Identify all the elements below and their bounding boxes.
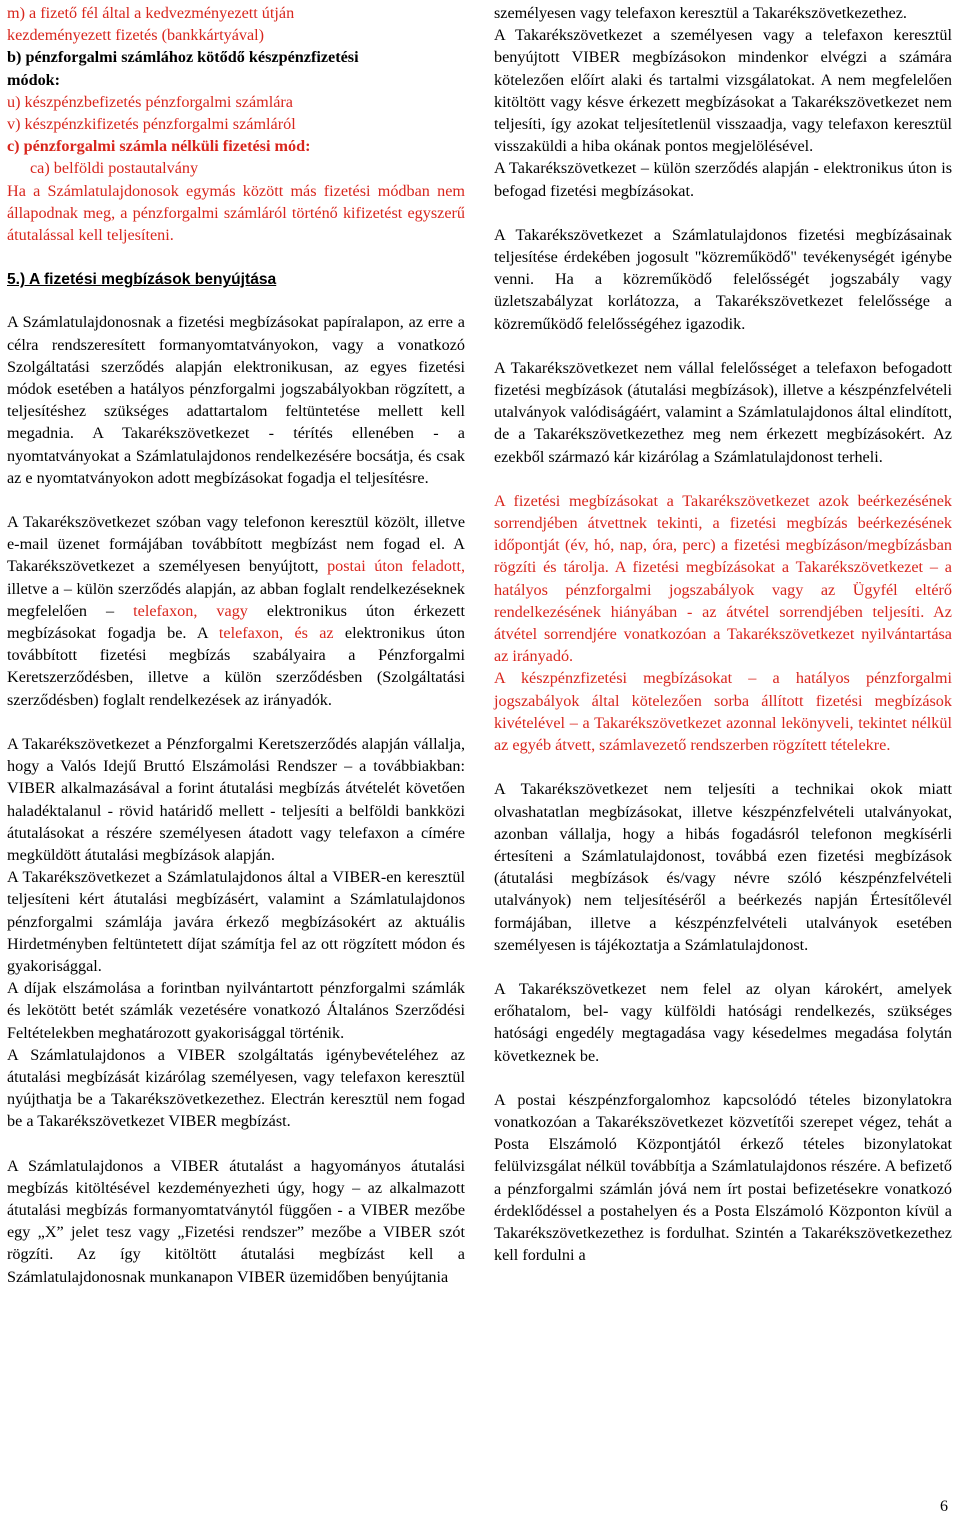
paragraph: személyesen vagy telefaxon keresztül a Takarékszövetkezethez. <box>494 4 907 22</box>
list-line: b) pénzforgalmi számlához kötődő készpénzfizetési <box>7 48 359 67</box>
right-column <box>494 2 952 1266</box>
section-heading: 5.) A fizetési megbízások benyújtása <box>7 271 277 289</box>
payment-method-list <box>7 2 465 180</box>
paragraph: A Takarékszövetkezet a Számlatulajdonos fizetési megbízásainak teljesítése érdekében jogosult "közreműködő" tevékenységét igénybe venni. Ha a közreműködő felelősségét jogszabály vagy üzletszabályzat korlátozza, a Takarékszövetkezet felelőssége a közreműködő felelősségéhez igazodik. <box>494 225 952 333</box>
text-run: illetve a – külön szerződés alapján, az abban foglalt rendelkezéseknek megfelelően – <box>7 579 465 620</box>
text-run: A Takarékszövetkezet - térítés ellenében - a nyomtatványokat a Számlatulajdonos rendelkezésére bocsátja, és csak az e nyomtatványokon adott megbízásokat fogadja el teljesítésre. <box>7 424 465 487</box>
list-line: m) a fizető fél által a kedvezményezett útján <box>7 4 295 22</box>
text-run: elektronikus úton érkezett megbízásokat fogadja be. A <box>7 601 465 643</box>
paragraph: A Takarékszövetkezet a személyesen vagy a telefaxon keresztül benyújtott VIBER megbízásokon mindenkor elvégzi a számára kötelezően előírt alaki és tartalmi vizsgálatokat. A nem megfelelően kitöltött vagy késve érkezett megbízásokat a Takarékszövetkezet nem teljesíti, így azokat teljesítetlenül visszaadja, vagy telefaxon keresztül visszaküldi a hiba okának pontos megjelölésével. <box>494 26 952 156</box>
paragraph: A Számlatulajdonos a VIBER szolgáltatás igénybevételéhez az átutalási megbízását kizárólag személyesen, vagy telefaxon keresztül nyújthatja be a Takarékszövetkezethez. Electrán keresztül nem fogad be a Takarékszövetkezet VIBER megbízást. <box>7 1045 465 1131</box>
text-run: elektronikus úton továbbított fizetési megbízás szabályaira a Pénzforgalmi Keretszerződésben, illetve a külön szerződésben (Szolgáltatási szerződésben) foglalt rendelkezések az irányadók. <box>7 624 465 709</box>
paragraph: A Takarékszövetkezet – külön szerződés alapján - elektronikus úton is befogad fizetési megbízásokat. <box>494 159 952 200</box>
intro-paragraph: Ha a Számlatulajdonosok egymás között más fizetési módban nem állapodnak meg, a pénzforgalmi számláról történő kifizetést egyszerű átutalással kell teljesíteni. <box>7 181 465 245</box>
page-number: 6 <box>940 1498 948 1515</box>
list-line: c) pénzforgalmi számla nélküli fizetési mód: <box>7 137 311 156</box>
paragraph <box>7 311 465 489</box>
text-run: A Számlatulajdonosnak a fizetési megbízásokat papíralapon, az erre a célra rendszeresített formanyomtatványokon, vagy a vonatkozó Szolgáltatási szerződés alapján elektronikusan, az egyes fizetési módok esetében a hatályos pénzforgalmi jogszabályokban rögzített, a teljesítéshez szükséges adattartalom feltüntetése mellett kell megadnia. <box>7 313 465 443</box>
paragraph: A postai készpénzforgalomhoz kapcsolódó tételes bizonylatokra vonatkozóan a Takarékszövetkezet közvetítői szerepet végez, tehát a Posta Elszámoló Központjától érkező tételes bizonylatokat felülvizsgálat nélkül továbbítja a Számlatulajdonos részére. A befizető a pénzforgalmi számlán jóvá nem írt postai befizetésekre vonatkozó érdeklődéssel a postahelyen és a Posta Elszámoló Központon kívül a Takarékszövetkezethez is fordulhat. Szintén a Takarékszövetkezethez kell fordulni a <box>494 1090 952 1265</box>
paragraph: A Takarékszövetkezet nem teljesíti a technikai okok miatt olvashatatlan megbízásokat, illetve készpénzfelvételi utalványokat, azonban vállalja, hogy a hibás fogadásról telefonon megkísérli értesíteni a Számlatulajdonost, továbbá ezen fizetési megbízások (átutalási megbízások és/vagy névre szóló készpénzfelvételi utalványok) nem teljesítéséről a beérkezés napján Értesítőlevél formájában, illetve a készpénzfelvételi utalványok esetében személyesen is tájékoztatja a Számlatulajdonost. <box>494 780 952 954</box>
list-line: v) készpénzkifizetés pénzforgalmi számláról <box>7 115 296 134</box>
paragraph: A fizetési megbízásokat a Takarékszövetkezet azok beérkezésének sorrendjében átvettnek tekinti, a fizetési megbízás beérkezésének időpontját (év, hó, nap, óra, perc) a fizetési megbízáson/megbízásban rögzíti és tárolja. A fizetési megbízásokat a Takarékszövetkezet – a hatályos pénzforgalmi jogszabályok vagy az Ügyfél eltérő rendelkezésének hiányában - az átvétel sorrendjében teljesíti. Az átvétel sorrendjére vonatkozóan a Takarékszövetkezet nyilvántartása az irányadó. <box>494 491 952 666</box>
text-run-highlight: postai úton feladott, <box>327 557 465 576</box>
list-line: u) készpénzbefizetés pénzforgalmi számlára <box>7 92 293 111</box>
text-run-highlight: telefaxon, és az <box>218 624 334 643</box>
list-line: kezdeményezett fizetés (bankkártyával) <box>7 26 265 45</box>
paragraph: A díjak elszámolása a forintban nyilvántartott pénzforgalmi számlák és lekötött betét számlák vezetésére vonatkozó Általános Szerződési Feltételekben meghatározott gyakorisággal történik. <box>7 979 465 1042</box>
text-run-highlight: telefaxon, vagy <box>133 601 248 620</box>
paragraph <box>7 511 465 711</box>
list-line: módok: <box>7 70 61 89</box>
text-run: A Takarékszövetkezet szóban vagy telefonon keresztül közölt, illetve e-mail üzenet formájában továbbított megbízást nem fogad el. A Takarékszövetkezet a személyesen benyújtott, <box>7 513 465 576</box>
paragraph: A Takarékszövetkezet a Számlatulajdonos által a VIBER-en keresztül teljesíteni kért átutalási megbízásért, valamint a Számlatulajdonos pénzforgalmi számlája javára érkező megbízásokért az aktuális Hirdetményben feltüntetett díjat számítja fel az ott rögzített módon és gyakorisággal. <box>7 868 465 975</box>
section-title <box>7 268 465 291</box>
paragraph: A Takarékszövetkezet nem vállal felelősséget a telefaxon befogadott fizetési megbízások (átutalási megbízások), illetve a készpénzfelvételi utalványok valódiságáért, valamint a Számlatulajdonos által elindított, de a Takarékszövetkezethez meg nem érkezett megbízásokért. Az ezekből származó kár kizárólag a Számlatulajdonost terheli. <box>494 358 952 466</box>
paragraph: A Számlatulajdonos a VIBER átutalást a hagyományos átutalási megbízás kitöltésével kezdeményezheti úgy, hogy – az alkalmazott átutalási megbízás formanyomtatványtól függően - a VIBER mezőbe egy „X” jelet tesz vagy „Fizetési rendszer” mezőbe a VIBER szót rögzíti. Az így kitöltött átutalási megbízást kell a Számlatulajdonosnak munkanapon VIBER üzemidőben benyújtania <box>7 1156 465 1286</box>
list-line: ca) belföldi postautalvány <box>30 159 199 178</box>
left-column <box>7 2 465 1288</box>
paragraph: A készpénzfizetési megbízásokat – a hatályos pénzforgalmi jogszabályok által kötelezően sorba állított fizetési megbízások kivételével – a Takarékszövetkezet azonnal lekönyveli, tekintet nélkül az egyéb átvett, számlavezető rendszerben rögzített tételekre. <box>494 669 952 755</box>
paragraph: A Takarékszövetkezet a Pénzforgalmi Keretszerződés alapján vállalja, hogy a Valós Idejű Bruttó Elszámolási Rendszer – a továbbiakban: VIBER alkalmazásával a forint átutalási megbízás átvételét követően haladéktalanul - rövid határidő mellett - teljesíti a belföldi bankközi átutalásokat a részére személyesen átadott vagy telefaxon a címére megküldött átutalási megbízások alapján. <box>7 734 465 864</box>
paragraph: A Takarékszövetkezet nem felel az olyan károkért, amelyek erőhatalom, bel- vagy külföldi hatósági rendelkezés, szükséges hatósági engedély megtagadása vagy késedelmes megadása folytán következnek be. <box>494 979 952 1065</box>
